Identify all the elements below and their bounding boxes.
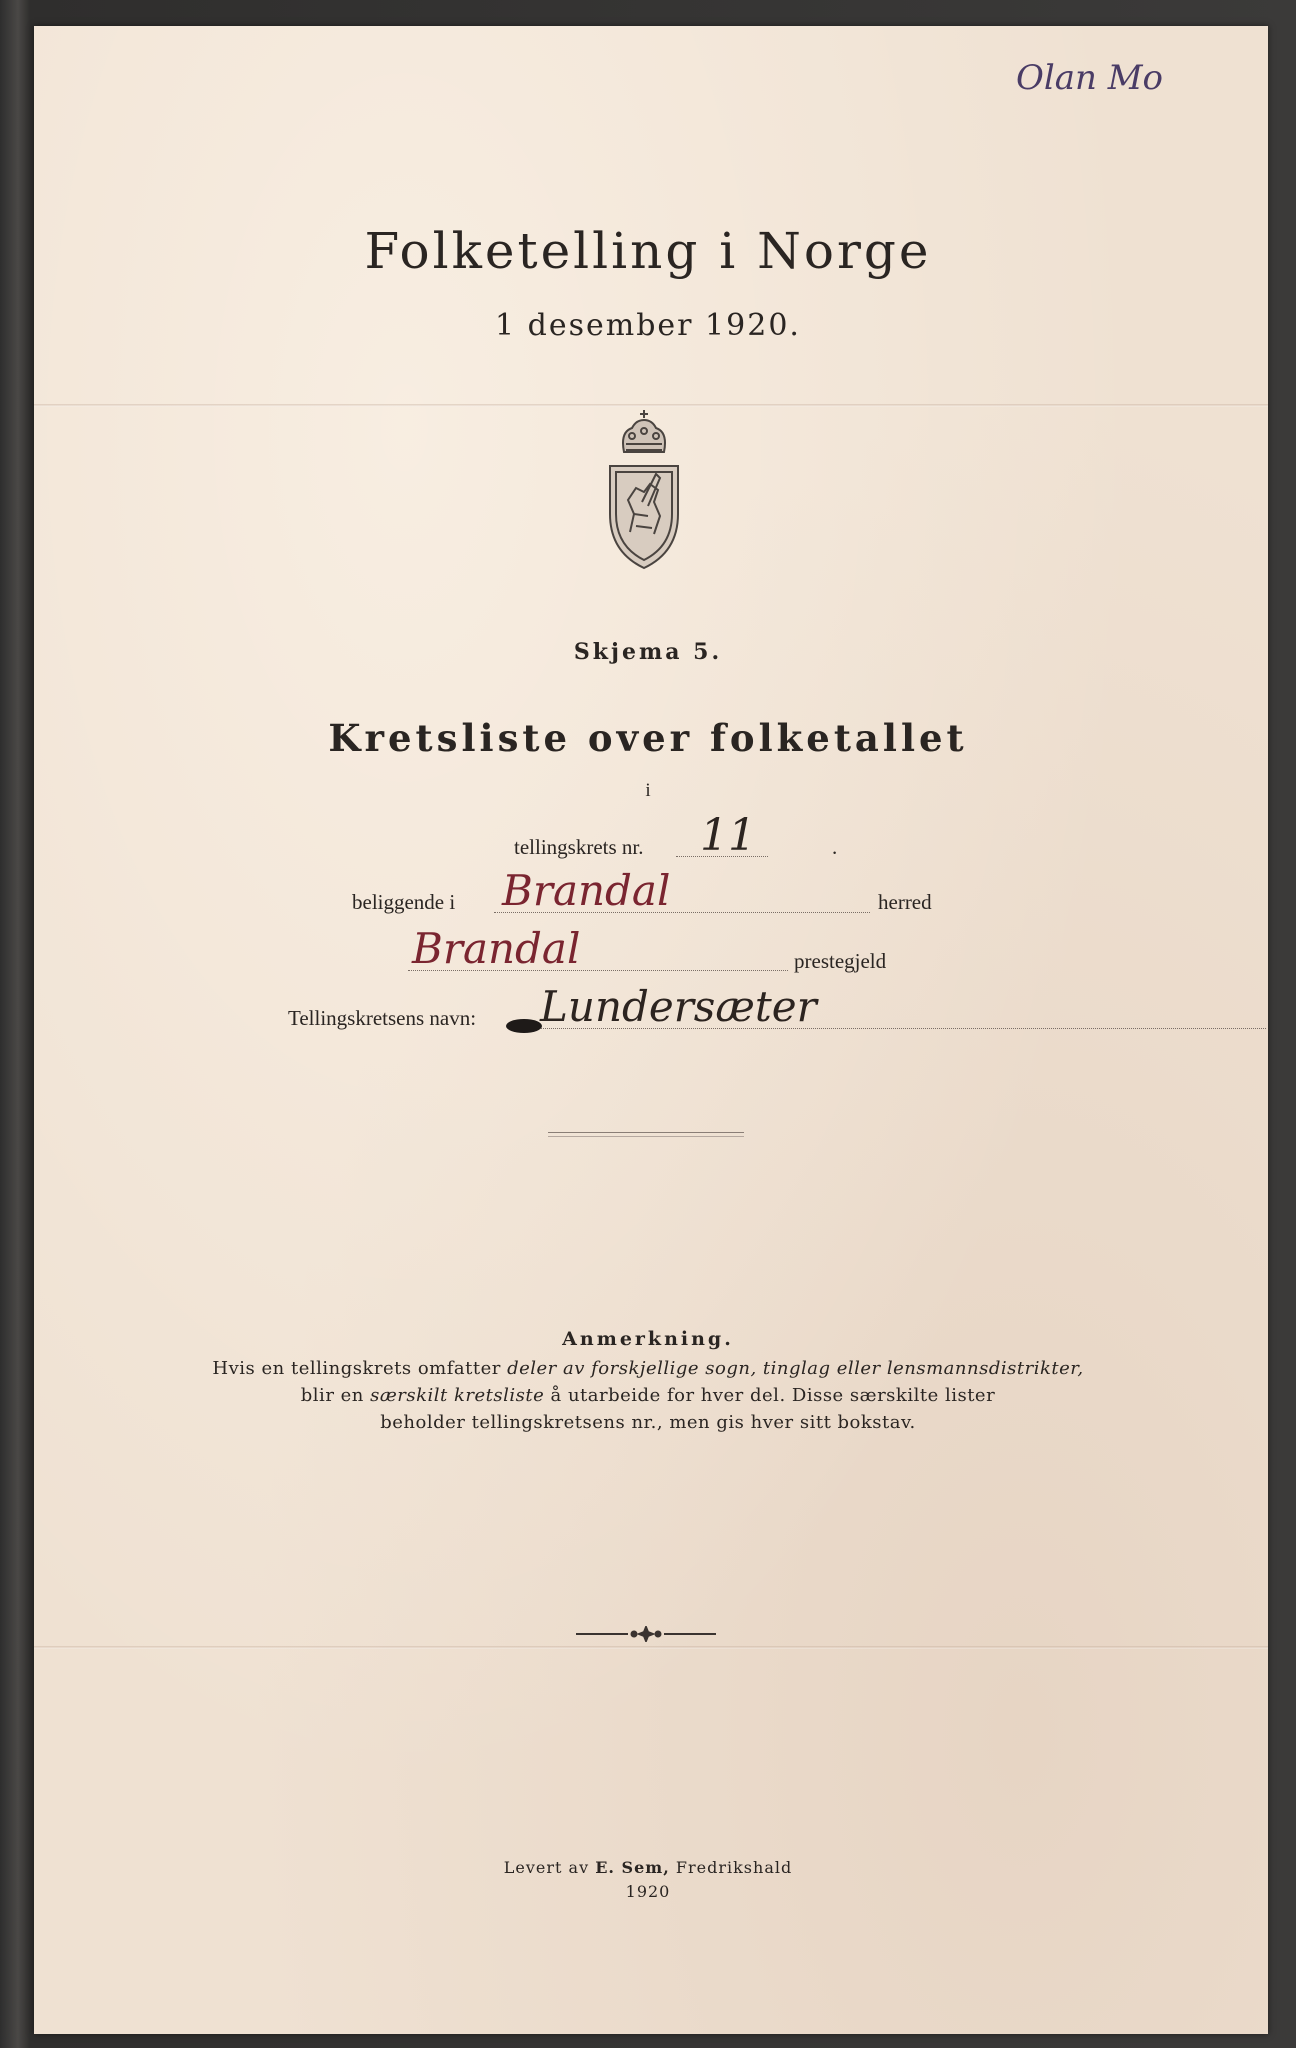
paper-fold-line <box>34 1646 1268 1649</box>
printer-city: Fredrikshald <box>669 1858 793 1877</box>
census-date: 1 desember 1920. <box>495 308 801 343</box>
remark-heading: Anmerkning. <box>562 1328 734 1350</box>
beliggende-label: beliggende i <box>352 890 456 914</box>
prestegjeld-value: Brandal <box>412 924 581 973</box>
divider-rule <box>548 1136 744 1137</box>
ink-blot <box>506 1019 542 1033</box>
remark-emphasis: deler av forskjellige sogn, tinglag eller lensmannsdistrikter, <box>507 1358 1084 1379</box>
schema-number: Skjema 5. <box>573 639 723 665</box>
divider-rule <box>548 1132 744 1133</box>
preposition-label: i <box>645 780 651 801</box>
navn-label: Tellingskretsens navn: <box>288 1006 477 1030</box>
printer-year: 1920 <box>625 1882 671 1901</box>
remark-emphasis: særskilt kretsliste <box>370 1385 545 1406</box>
tellingskrets-label: tellingskrets nr. <box>514 835 644 859</box>
tellingskrets-value: 11 <box>700 810 756 861</box>
remark-text: å utarbeide for hver del. Disse særskilte lister <box>544 1385 996 1406</box>
ornament-divider-icon <box>574 1626 718 1642</box>
remark-line-3: beholder tellingskretsens nr., men gis hver sitt bokstav. <box>380 1412 916 1433</box>
remark-line-1 <box>0 1358 1296 1379</box>
form-heading: Kretsliste over folketallet <box>328 716 968 760</box>
beliggende-value: Brandal <box>502 866 671 915</box>
punctuation-dot: . <box>832 835 838 859</box>
printer-name: E. Sem, <box>595 1858 670 1877</box>
remark-text: Hvis en tellingskrets omfatter <box>212 1358 508 1379</box>
norwegian-coat-of-arms-icon <box>596 404 692 574</box>
remark-line-2 <box>0 1385 1296 1406</box>
navn-value: Lundersæter <box>540 982 817 1031</box>
remark-text: blir en <box>300 1385 371 1406</box>
prestegjeld-label: prestegjeld <box>794 949 887 973</box>
corner-handwritten-note: Olan Mo <box>1016 58 1164 98</box>
herred-label: herred <box>878 890 932 914</box>
printer-prefix: Levert av <box>503 1858 596 1877</box>
printer-credit <box>0 1858 1296 1877</box>
page-title: Folketelling i Norge <box>364 222 932 280</box>
